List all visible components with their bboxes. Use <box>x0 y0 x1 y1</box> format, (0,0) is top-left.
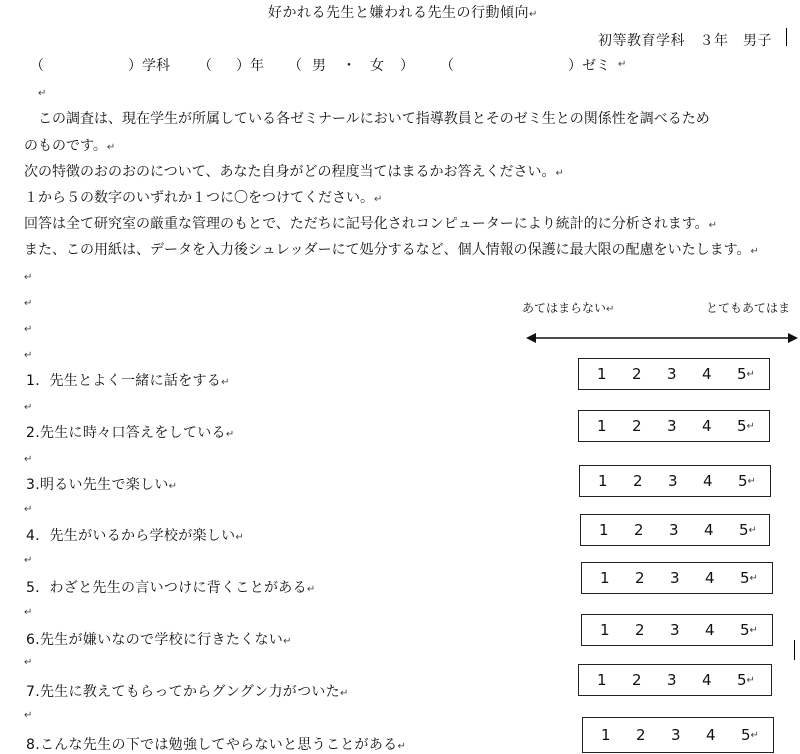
empty-paragraph: ↵ <box>24 454 33 465</box>
instruction-line-3: 次の特徴のおのおのについて、あなた自身がどの程度当てはまるかお答えください。↵ <box>24 164 564 180</box>
empty-paragraph: ↵ <box>24 402 33 413</box>
rating-option[interactable]: 3 <box>670 569 680 587</box>
rating-box-q8: 1 2 3 4 5 ↵ <box>582 717 774 753</box>
rating-box-q5: 1 2 3 4 5 ↵ <box>581 562 773 594</box>
question-1: 1．先生とよく一緒に話をする↵ <box>26 373 230 389</box>
rating-box-q1: 1 2 3 4 5 ↵ <box>578 358 770 390</box>
rating-option[interactable]: 2 <box>635 569 645 587</box>
rating-box-q2: 1 2 3 4 5 ↵ <box>578 410 770 442</box>
year-open-paren: （ <box>198 58 212 74</box>
rating-option[interactable]: 2 <box>635 621 645 639</box>
rating-option[interactable]: 5 <box>741 726 751 744</box>
question-8: 8.こんな先生の下では勉強してやらないと思うことがある↵ <box>26 737 407 753</box>
rating-option[interactable]: 4 <box>705 621 715 639</box>
instruction-line-6: また、この用紙は、データを入力後シュレッダーにて処分するなど、個人情報の保護に最大限の配慮をいたします。↵ <box>24 242 759 258</box>
rating-option[interactable]: 2 <box>632 671 642 689</box>
empty-paragraph: ↵ <box>24 607 33 618</box>
empty-paragraph: ↵ <box>24 272 33 283</box>
rating-option[interactable]: 1 <box>600 621 610 639</box>
empty-paragraph: ↵ <box>24 504 33 515</box>
gender-open-paren: （ <box>288 58 302 74</box>
empty-paragraph: ↵ <box>24 657 33 668</box>
rating-option[interactable]: 3 <box>671 726 681 744</box>
rating-option[interactable]: 4 <box>705 569 715 587</box>
empty-paragraph: ↵ <box>38 88 47 99</box>
rating-option[interactable]: 4 <box>702 417 712 435</box>
gender-close-paren: ） <box>400 58 414 74</box>
gender-male[interactable]: 男 <box>312 58 326 74</box>
rating-option[interactable]: 4 <box>702 671 712 689</box>
seminar-label: ）ゼミ <box>568 58 610 74</box>
rating-option[interactable]: 5 <box>737 417 747 435</box>
text-cursor <box>786 28 787 46</box>
rating-option[interactable]: 5 <box>740 621 750 639</box>
rating-option[interactable]: 2 <box>633 472 643 490</box>
question-4: 4．先生がいるから学校が楽しい↵ <box>26 528 245 544</box>
rating-option[interactable]: 3 <box>668 472 678 490</box>
empty-paragraph: ↵ <box>24 350 33 361</box>
rating-box-q7: 1 2 3 4 5 ↵ <box>578 664 772 696</box>
rating-option[interactable]: 5 <box>740 569 750 587</box>
rating-option[interactable]: 3 <box>667 365 677 383</box>
rating-option[interactable]: 5 <box>737 671 747 689</box>
rating-option[interactable]: 5 <box>737 365 747 383</box>
rating-option[interactable]: 3 <box>667 671 677 689</box>
rating-option[interactable]: 4 <box>706 726 716 744</box>
instruction-line-2: のものです。↵ <box>24 138 116 154</box>
rating-option[interactable]: 5 <box>738 472 748 490</box>
scale-arrow-icon <box>526 330 798 346</box>
rating-option[interactable]: 1 <box>597 671 607 689</box>
empty-paragraph: ↵ <box>24 555 33 566</box>
instruction-line-4: １から５の数字のいずれか１つに〇をつけてください。↵ <box>24 190 383 206</box>
rating-option[interactable]: 2 <box>634 521 644 539</box>
rating-box-q3: 1 2 3 4 5 ↵ <box>579 465 771 497</box>
respondent-info: 初等教育学科 ３年 男子 <box>598 33 772 49</box>
seminar-open-paren: （ <box>440 58 454 74</box>
rating-option[interactable]: 1 <box>601 726 611 744</box>
dept-label: ）学科 <box>128 58 170 74</box>
rating-option[interactable]: 4 <box>704 521 714 539</box>
question-7: 7.先生に教えてもらってからグングン力がついた↵ <box>26 684 349 700</box>
rating-option[interactable]: 4 <box>702 365 712 383</box>
empty-paragraph: ↵ <box>24 298 33 309</box>
rating-option[interactable]: 1 <box>597 417 607 435</box>
instruction-line-5: 回答は全て研究室の厳重な管理のもとで、ただちに記号化されコンピューターにより統計的に分析されます。↵ <box>24 216 717 232</box>
rating-option[interactable]: 1 <box>598 472 608 490</box>
scale-right-label: とてもあてはま <box>706 301 791 315</box>
rating-option[interactable]: 4 <box>703 472 713 490</box>
question-5: 5．わざと先生の言いつけに背くことがある↵ <box>26 580 316 596</box>
question-6: 6.先生が嫌いなので学校に行きたくない↵ <box>26 632 292 648</box>
margin-rule <box>794 640 795 660</box>
rating-option[interactable]: 3 <box>669 521 679 539</box>
empty-paragraph: ↵ <box>24 324 33 335</box>
rating-option[interactable]: 3 <box>667 417 677 435</box>
scale-left-label: あてはまらない↵ <box>522 301 615 315</box>
rating-option[interactable]: 2 <box>632 365 642 383</box>
question-2: 2.先生に時々口答えをしている↵ <box>26 425 235 441</box>
gender-female[interactable]: 女 <box>370 58 384 74</box>
rating-option[interactable]: 1 <box>600 569 610 587</box>
gender-separator: ・ <box>342 58 356 74</box>
rating-box-q6: 1 2 3 4 5 ↵ <box>581 614 773 646</box>
rating-option[interactable]: 3 <box>670 621 680 639</box>
rating-option[interactable]: 2 <box>636 726 646 744</box>
paragraph-mark: ↵ <box>618 59 627 70</box>
rating-option[interactable]: 1 <box>599 521 609 539</box>
rating-box-q4: 1 2 3 4 5 ↵ <box>580 514 770 546</box>
year-label: ）年 <box>236 58 264 74</box>
rating-option[interactable]: 2 <box>632 417 642 435</box>
question-3: 3.明るい先生で楽しい↵ <box>26 477 178 493</box>
rating-option[interactable]: 1 <box>597 365 607 383</box>
document-title: 好かれる先生と嫌われる先生の行動傾向↵ <box>268 5 538 21</box>
instruction-line-1: この調査は、現在学生が所属している各ゼミナールにおいて指導教員とそのゼミ生との関係性を調べるため <box>24 111 710 127</box>
rating-option[interactable]: 5 <box>739 521 749 539</box>
dept-open-paren: （ <box>30 58 44 74</box>
empty-paragraph: ↵ <box>24 710 33 721</box>
